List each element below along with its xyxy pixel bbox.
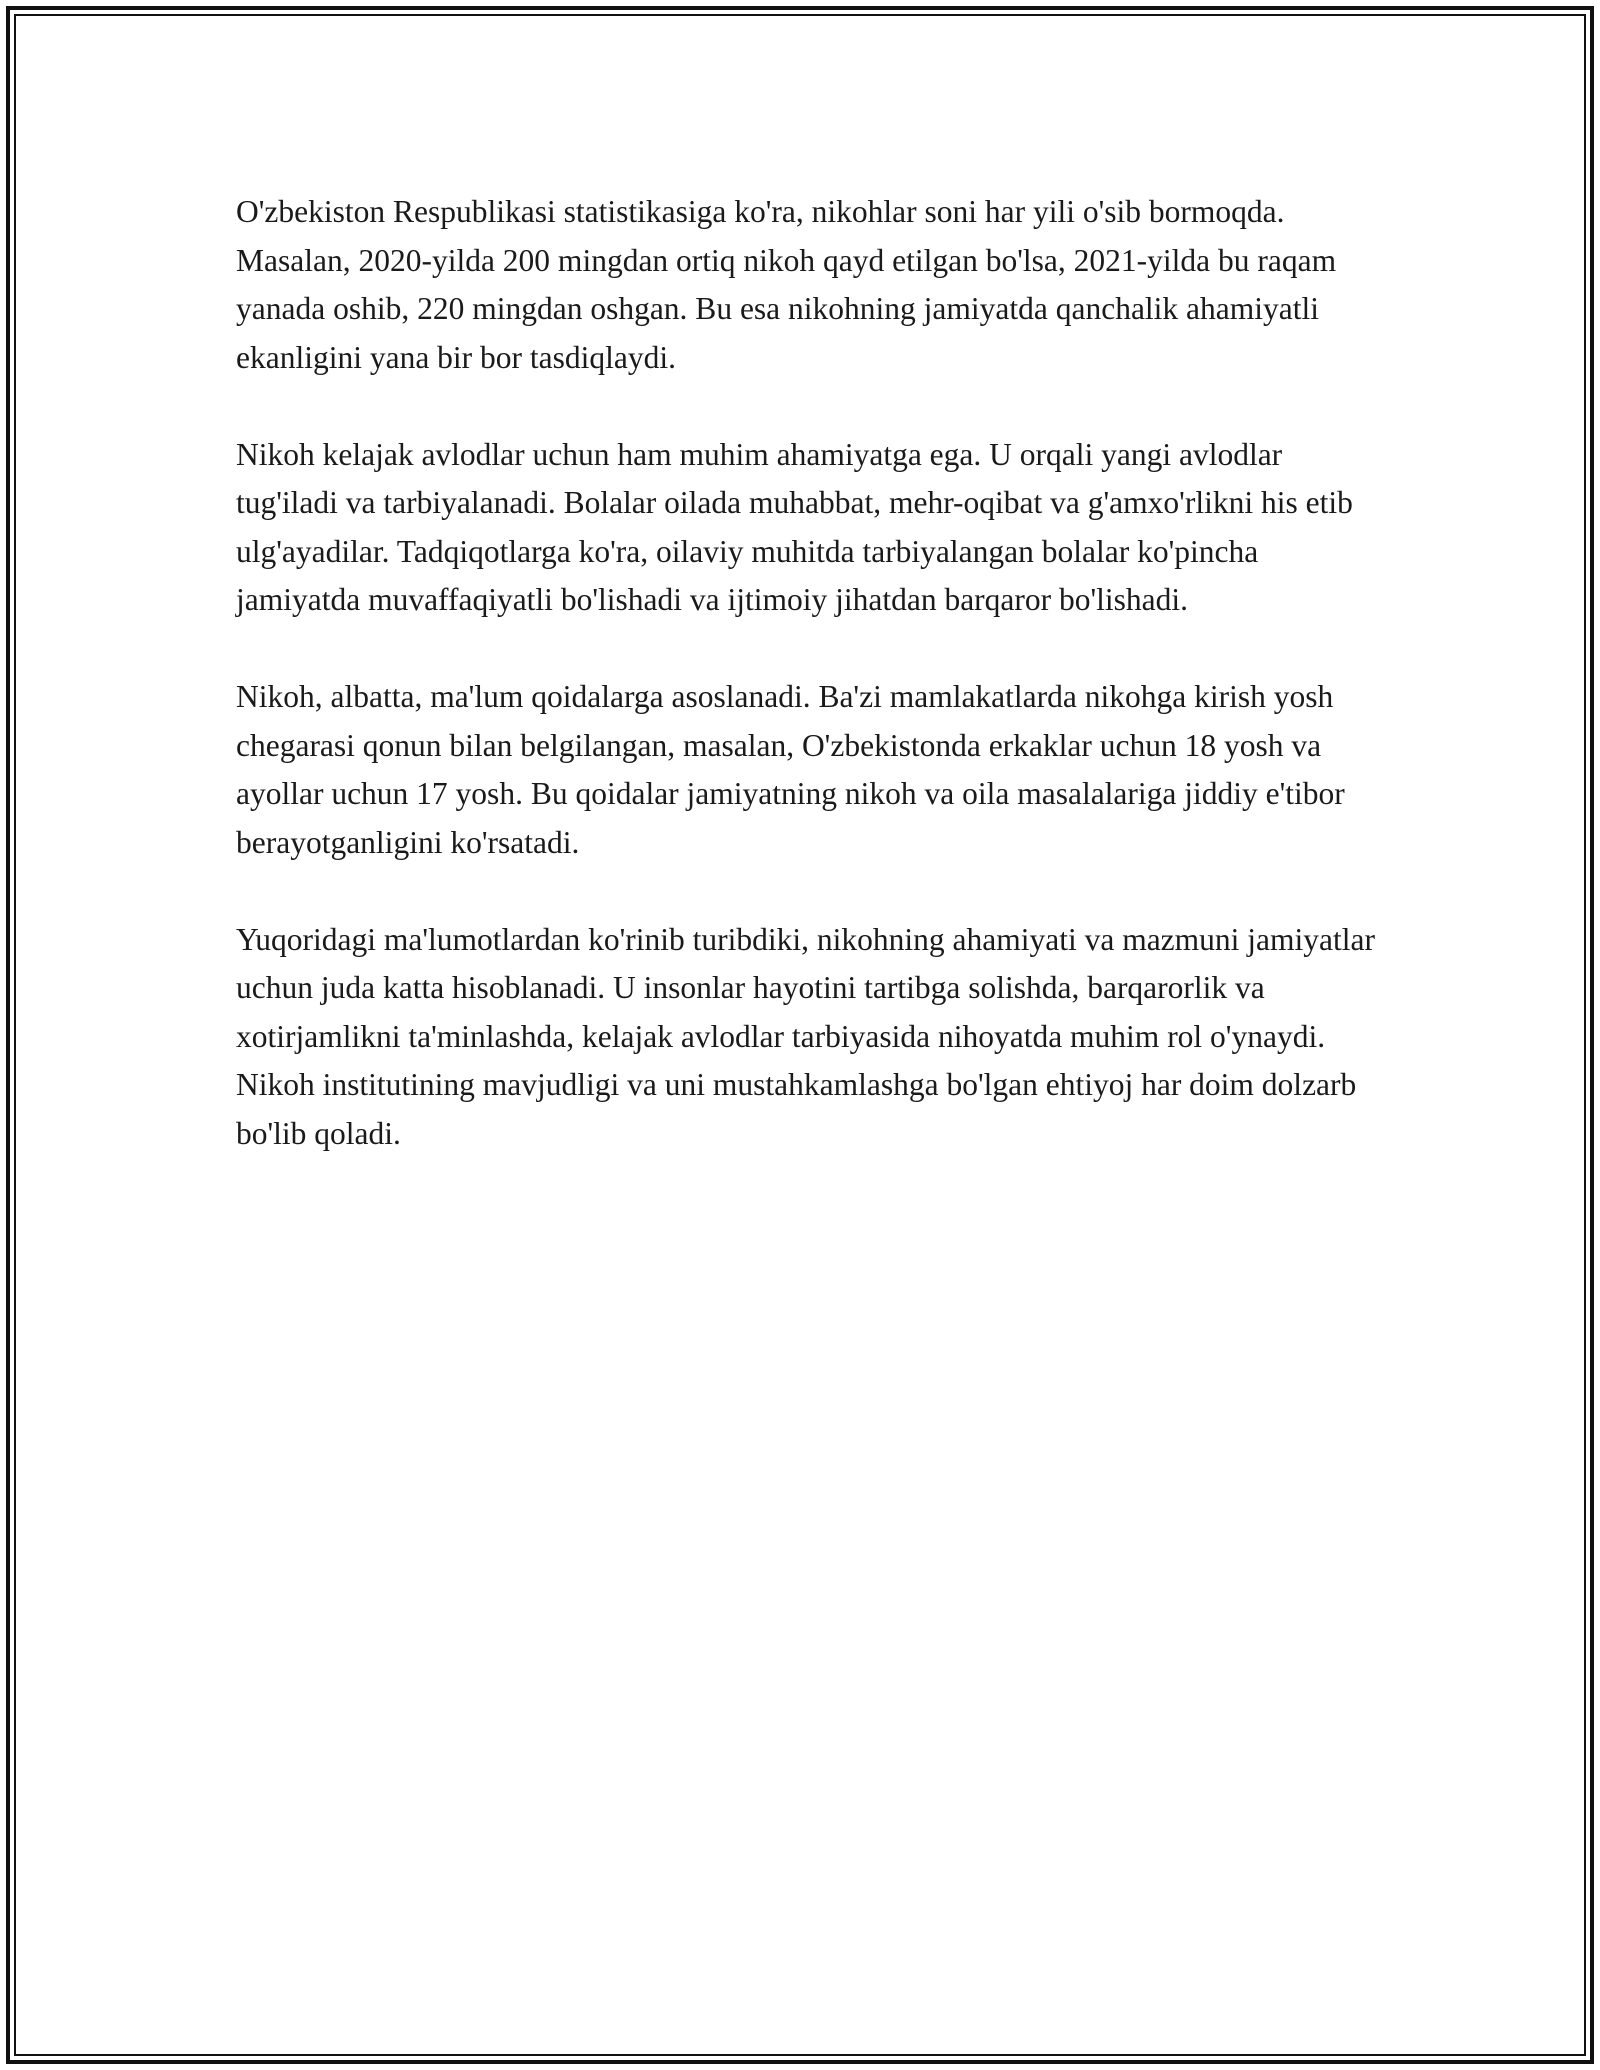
paragraph-future-generations: Nikoh kelajak avlodlar uchun ham muhim ahamiyatga ega. U orqali yangi avlodlar tug'iladi va tarbiyalanadi. Bolalar oilada muhabbat, mehr-oqibat va g'amxo'rlikni his etib ulg'ayadilar. Tadqiqotlarga ko'ra, oilaviy muhitda tarbiyalangan bolalar ko'pincha jamiyatda muvaffaqiyatli bo'lishadi va ijtimoiy jihatdan barqaror bo'lishadi. bbox=[236, 436, 1353, 617]
document-body bbox=[236, 188, 1376, 1207]
paragraph-marriage-rules: Nikoh, albatta, ma'lum qoidalarga asoslanadi. Ba'zi mamlakatlarda nikohga kirish yosh chegarasi qonun bilan belgilangan, masalan, O'zbekistonda erkaklar uchun 18 yosh va ayollar uchun 17 yosh. Bu qoidalar jamiyatning nikoh va oila masalalariga jiddiy e'tibor berayotganligini ko'rsatadi. bbox=[236, 679, 1345, 860]
paragraph-conclusion: Yuqoridagi ma'lumotlardan ko'rinib turibdiki, nikohning ahamiyati va mazmuni jamiyatlar uchun juda katta hisoblanadi. U insonlar hayotini tartibga solishda, barqarorlik va xotirjamlikni ta'minlashda, kelajak avlodlar tarbiyasida nihoyatda muhim rol o'ynaydi. Nikoh institutining mavjudligi va uni mustahkamlashga bo'lgan ehtiyoj har doim dolzarb bo'lib qoladi. bbox=[236, 921, 1375, 1151]
paragraph-statistics: O'zbekiston Respublikasi statistikasiga ko'ra, nikohlar soni har yili o'sib bormoqda. Masalan, 2020-yilda 200 mingdan ortiq nikoh qayd etilgan bo'lsa, 2021-yilda bu raqam yanada oshib, 220 mingdan oshgan. Bu esa nikohning jamiyatda qanchalik ahamiyatli ekanligini yana bir bor tasdiqlaydi. bbox=[236, 194, 1337, 375]
